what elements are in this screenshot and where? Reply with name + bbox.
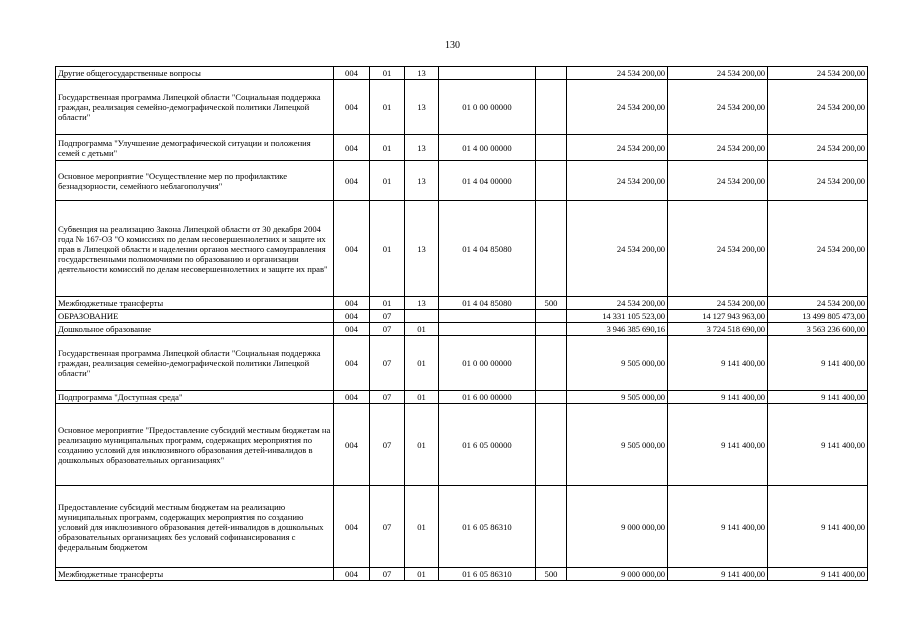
cell-section: 01 [370, 201, 405, 297]
table-row [56, 310, 868, 323]
cell-expense-type [536, 67, 567, 80]
cell-grbs: 004 [334, 161, 370, 201]
cell-sum-year-1: 9 505 000,00 [567, 404, 668, 486]
cell-name: Государственная программа Липецкой области "Социальная поддержка граждан, реализация семейно-демографической политики Липецкой области" [56, 80, 334, 135]
cell-sum-year-2: 9 141 400,00 [668, 391, 768, 404]
cell-expense-type [536, 486, 567, 568]
cell-name: Подпрограмма "Доступная среда" [56, 391, 334, 404]
budget-table [55, 66, 868, 581]
cell-grbs: 004 [334, 404, 370, 486]
cell-subsection: 01 [405, 404, 439, 486]
cell-name: Межбюджетные трансферты [56, 297, 334, 310]
cell-sum-year-3: 24 534 200,00 [768, 80, 868, 135]
cell-section: 07 [370, 336, 405, 391]
cell-sum-year-2: 24 534 200,00 [668, 135, 768, 161]
cell-sum-year-1: 9 505 000,00 [567, 336, 668, 391]
cell-subsection: 01 [405, 486, 439, 568]
cell-grbs: 004 [334, 391, 370, 404]
cell-sum-year-3: 9 141 400,00 [768, 336, 868, 391]
cell-sum-year-1: 24 534 200,00 [567, 201, 668, 297]
cell-sum-year-1: 24 534 200,00 [567, 67, 668, 80]
cell-sum-year-3: 24 534 200,00 [768, 297, 868, 310]
table-row [56, 80, 868, 135]
cell-target-article: 01 4 00 00000 [439, 135, 536, 161]
cell-target-article: 01 6 05 00000 [439, 404, 536, 486]
table-row [56, 391, 868, 404]
cell-sum-year-3: 13 499 805 473,00 [768, 310, 868, 323]
table-row [56, 336, 868, 391]
cell-expense-type [536, 391, 567, 404]
cell-subsection: 13 [405, 201, 439, 297]
table-row [56, 161, 868, 201]
cell-sum-year-1: 24 534 200,00 [567, 135, 668, 161]
cell-sum-year-3: 24 534 200,00 [768, 201, 868, 297]
cell-sum-year-3: 3 563 236 600,00 [768, 323, 868, 336]
cell-target-article: 01 6 00 00000 [439, 391, 536, 404]
cell-grbs: 004 [334, 568, 370, 581]
cell-sum-year-3: 9 141 400,00 [768, 391, 868, 404]
cell-sum-year-2: 9 141 400,00 [668, 568, 768, 581]
cell-target-article [439, 310, 536, 323]
cell-sum-year-3: 9 141 400,00 [768, 568, 868, 581]
cell-expense-type [536, 161, 567, 201]
cell-sum-year-2: 24 534 200,00 [668, 67, 768, 80]
cell-expense-type [536, 80, 567, 135]
cell-expense-type [536, 323, 567, 336]
cell-grbs: 004 [334, 486, 370, 568]
cell-name: Субвенция на реализацию Закона Липецкой области от 30 декабря 2004 года № 167-ОЗ "О комиссиях по делам несовершеннолетних и защите их прав в Липецкой области и наделении органов местного самоуправления государственными полномочиями по образованию и организации деятельности комиссий по делам несовершеннолетних и защите их прав" [56, 201, 334, 297]
cell-name: Другие общегосударственные вопросы [56, 67, 334, 80]
cell-grbs: 004 [334, 297, 370, 310]
cell-subsection: 13 [405, 135, 439, 161]
cell-grbs: 004 [334, 336, 370, 391]
cell-name: Межбюджетные трансферты [56, 568, 334, 581]
cell-sum-year-1: 24 534 200,00 [567, 80, 668, 135]
cell-expense-type [536, 404, 567, 486]
cell-target-article: 01 4 04 85080 [439, 297, 536, 310]
cell-sum-year-3: 9 141 400,00 [768, 486, 868, 568]
cell-subsection [405, 310, 439, 323]
cell-subsection: 01 [405, 336, 439, 391]
cell-name: ОБРАЗОВАНИЕ [56, 310, 334, 323]
cell-sum-year-2: 3 724 518 690,00 [668, 323, 768, 336]
cell-grbs: 004 [334, 135, 370, 161]
budget-table-body [56, 67, 868, 581]
cell-grbs: 004 [334, 80, 370, 135]
cell-section: 07 [370, 323, 405, 336]
cell-subsection: 01 [405, 391, 439, 404]
cell-sum-year-1: 9 000 000,00 [567, 486, 668, 568]
cell-target-article: 01 0 00 00000 [439, 80, 536, 135]
table-row [56, 67, 868, 80]
cell-subsection: 13 [405, 161, 439, 201]
cell-expense-type [536, 336, 567, 391]
cell-sum-year-2: 9 141 400,00 [668, 336, 768, 391]
cell-grbs: 004 [334, 310, 370, 323]
cell-sum-year-3: 24 534 200,00 [768, 67, 868, 80]
cell-target-article: 01 6 05 86310 [439, 486, 536, 568]
cell-sum-year-2: 24 534 200,00 [668, 297, 768, 310]
cell-name: Дошкольное образование [56, 323, 334, 336]
cell-sum-year-2: 24 534 200,00 [668, 201, 768, 297]
table-row [56, 404, 868, 486]
cell-sum-year-2: 14 127 943 963,00 [668, 310, 768, 323]
cell-sum-year-1: 14 331 105 523,00 [567, 310, 668, 323]
cell-sum-year-1: 9 000 000,00 [567, 568, 668, 581]
cell-grbs: 004 [334, 323, 370, 336]
cell-target-article: 01 4 04 85080 [439, 201, 536, 297]
cell-sum-year-3: 9 141 400,00 [768, 404, 868, 486]
cell-sum-year-3: 24 534 200,00 [768, 161, 868, 201]
cell-subsection: 13 [405, 297, 439, 310]
cell-subsection: 01 [405, 323, 439, 336]
cell-section: 07 [370, 486, 405, 568]
cell-name: Государственная программа Липецкой области "Социальная поддержка граждан, реализация семейно-демографической политики Липецкой области" [56, 336, 334, 391]
cell-sum-year-2: 24 534 200,00 [668, 161, 768, 201]
cell-name: Основное мероприятие "Предоставление субсидий местным бюджетам на реализацию муниципальных программ, содержащих мероприятия по созданию условий для инклюзивного образования детей-инвалидов в дошкольных образовательных организациях" [56, 404, 334, 486]
cell-name: Основное мероприятие "Осуществление мер по профилактике безнадзорности, семейного неблагополучия" [56, 161, 334, 201]
cell-section: 01 [370, 297, 405, 310]
cell-sum-year-1: 9 505 000,00 [567, 391, 668, 404]
cell-subsection: 13 [405, 80, 439, 135]
cell-expense-type [536, 135, 567, 161]
cell-sum-year-1: 3 946 385 690,16 [567, 323, 668, 336]
cell-sum-year-2: 9 141 400,00 [668, 404, 768, 486]
table-row [56, 486, 868, 568]
page-number: 130 [445, 40, 460, 51]
cell-section: 01 [370, 80, 405, 135]
table-row [56, 135, 868, 161]
cell-section: 01 [370, 161, 405, 201]
table-row [56, 201, 868, 297]
cell-section: 07 [370, 310, 405, 323]
cell-sum-year-1: 24 534 200,00 [567, 297, 668, 310]
cell-expense-type [536, 310, 567, 323]
cell-target-article [439, 67, 536, 80]
table-row [56, 297, 868, 310]
cell-name: Подпрограмма "Улучшение демографической ситуации и положения семей с детьми" [56, 135, 334, 161]
cell-section: 07 [370, 391, 405, 404]
cell-section: 07 [370, 568, 405, 581]
cell-expense-type: 500 [536, 568, 567, 581]
cell-name: Предоставление субсидий местным бюджетам на реализацию муниципальных программ, содержащих мероприятия по созданию условий для инклюзивного образования детей-инвалидов в дошкольных образовательных организациях без условий софинансирования с федеральным бюджетом [56, 486, 334, 568]
cell-section: 01 [370, 135, 405, 161]
cell-grbs: 004 [334, 67, 370, 80]
table-row [56, 323, 868, 336]
cell-expense-type [536, 201, 567, 297]
cell-target-article: 01 4 04 00000 [439, 161, 536, 201]
cell-subsection: 13 [405, 67, 439, 80]
cell-section: 01 [370, 67, 405, 80]
cell-sum-year-3: 24 534 200,00 [768, 135, 868, 161]
table-row [56, 568, 868, 581]
cell-target-article [439, 323, 536, 336]
cell-grbs: 004 [334, 201, 370, 297]
cell-subsection: 01 [405, 568, 439, 581]
cell-sum-year-2: 9 141 400,00 [668, 486, 768, 568]
cell-section: 07 [370, 404, 405, 486]
cell-target-article: 01 6 05 86310 [439, 568, 536, 581]
cell-target-article: 01 0 00 00000 [439, 336, 536, 391]
cell-expense-type: 500 [536, 297, 567, 310]
cell-sum-year-1: 24 534 200,00 [567, 161, 668, 201]
cell-sum-year-2: 24 534 200,00 [668, 80, 768, 135]
